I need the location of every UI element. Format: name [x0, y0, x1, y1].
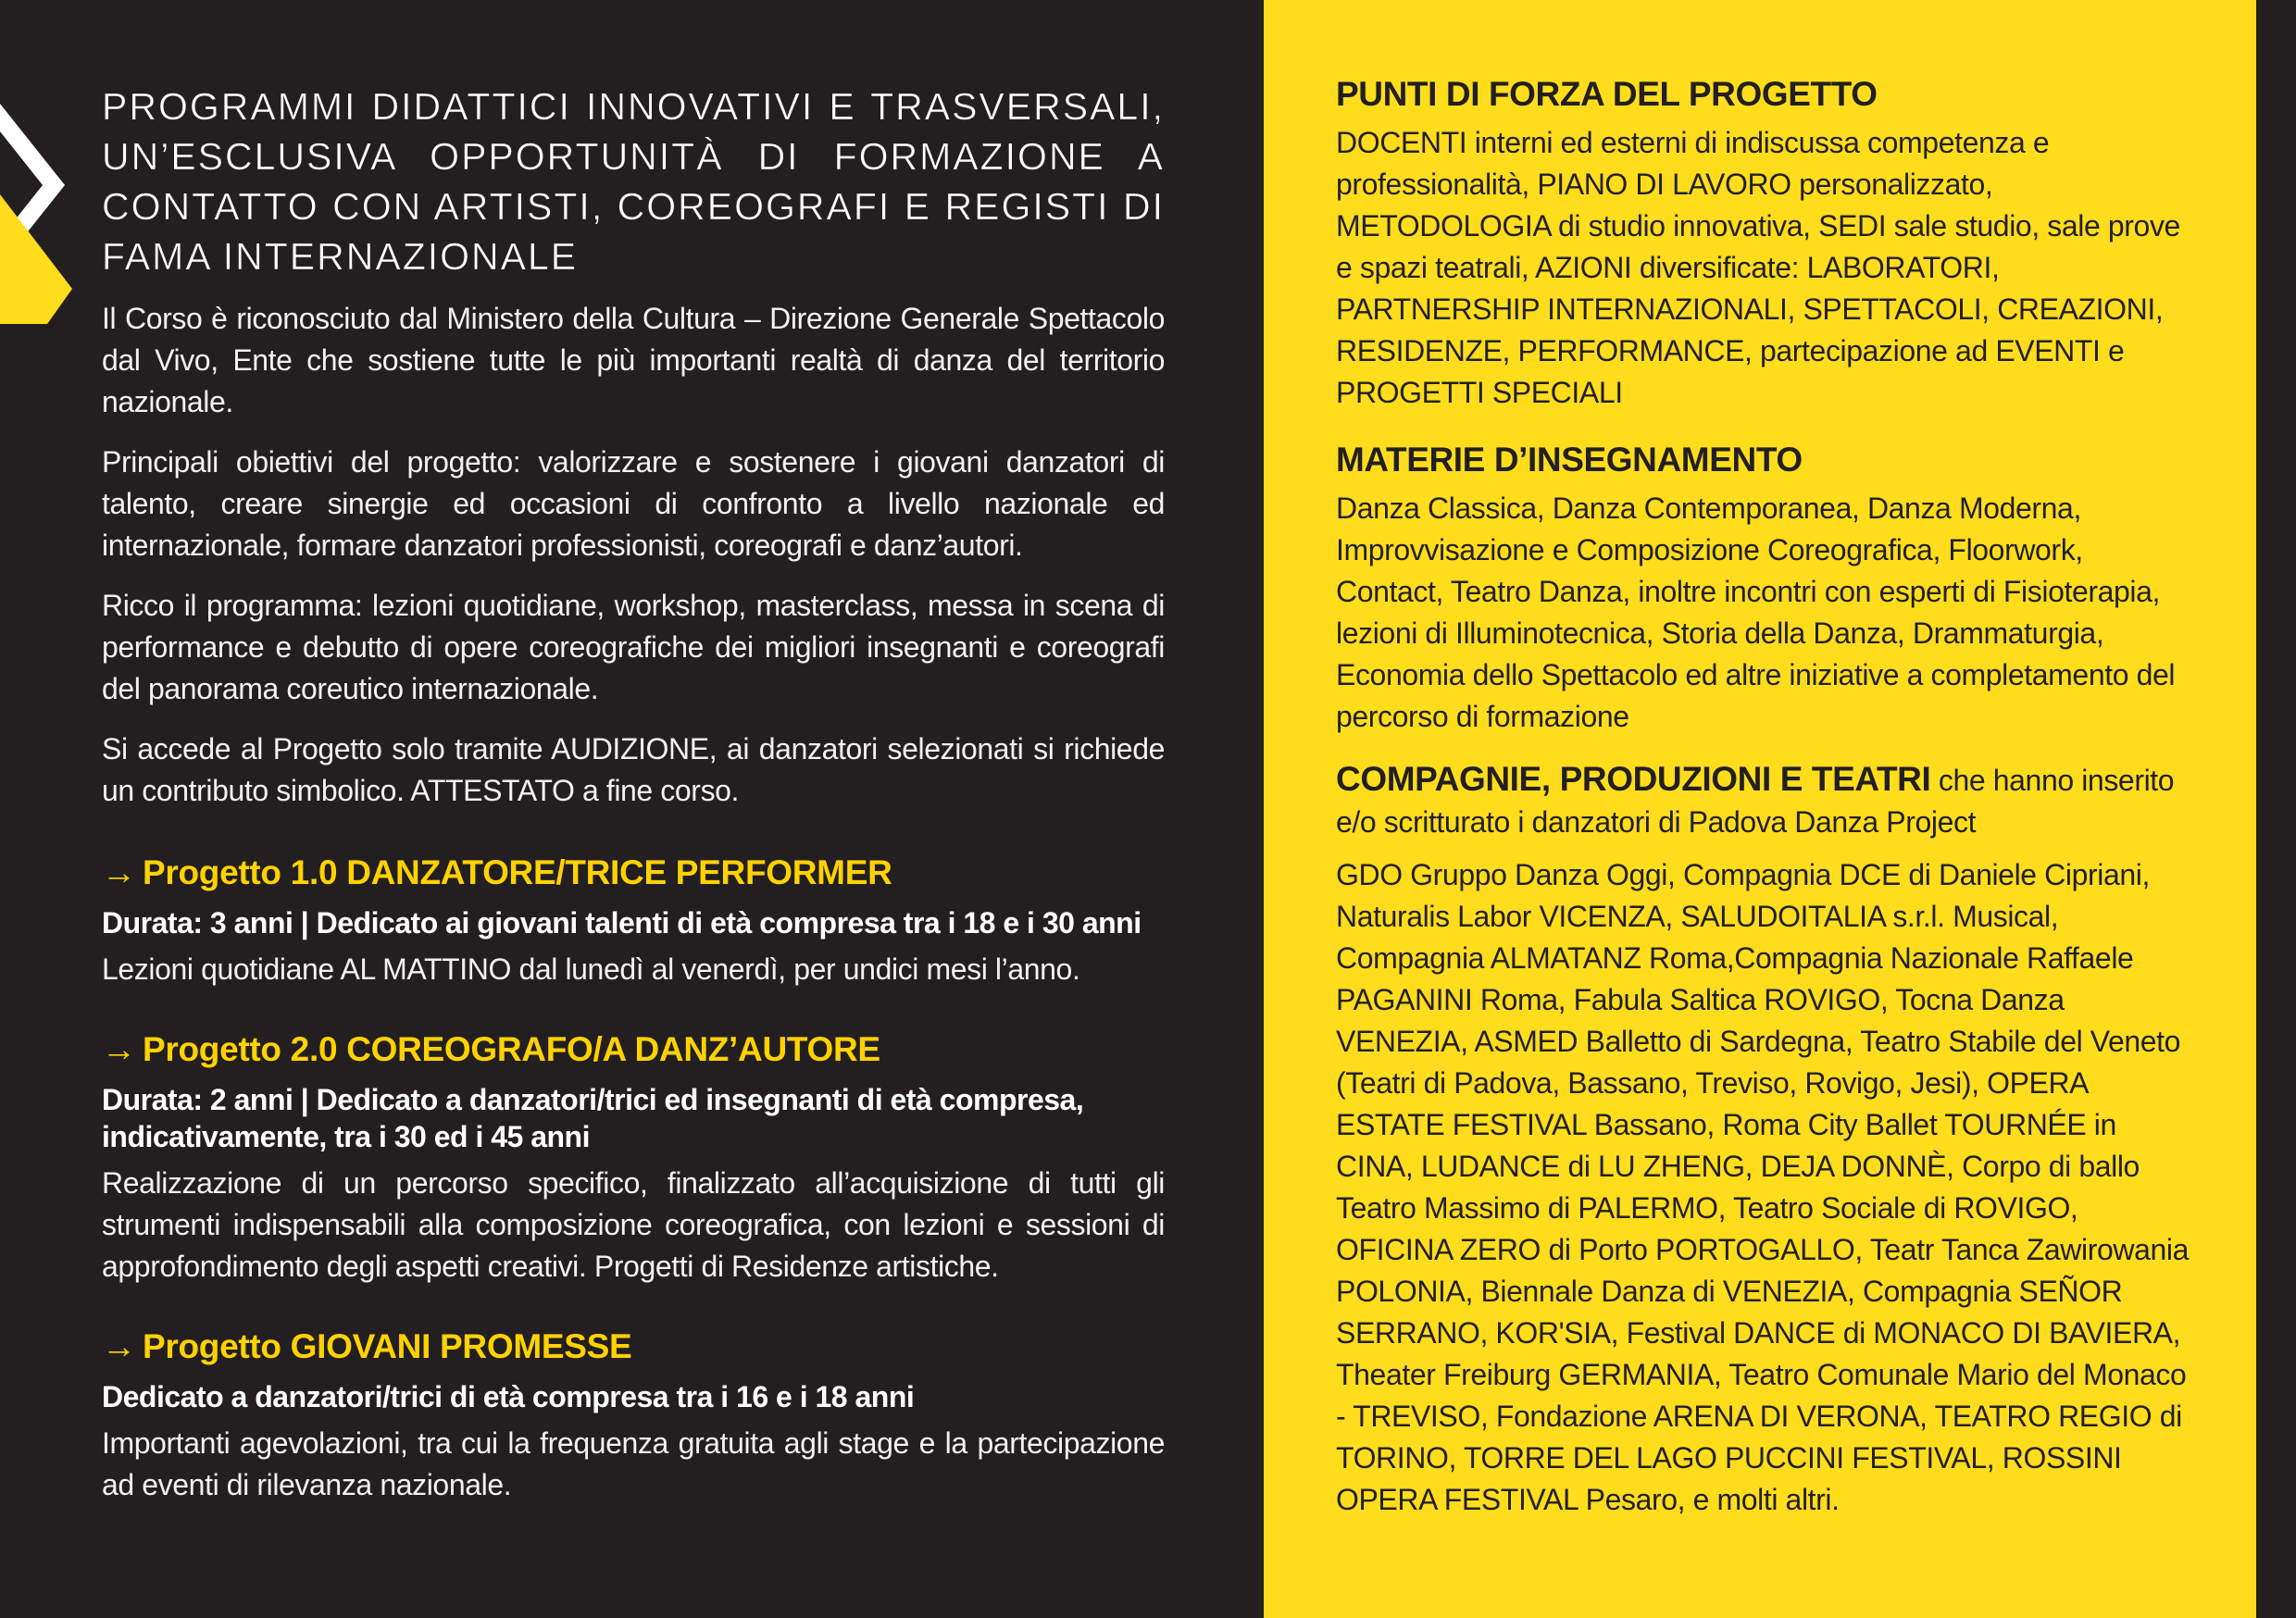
subjects-text: Danza Classica, Danza Contemporanea, Danza Moderna, Improvvisazione e Composizione Coreografica, Floorwork, Contact, Teatro Danza, inoltre incontri con esperti di Fisioterapia, lezioni di Illuminotecnica, Storia della Danza, Drammaturgia, Economia dello Spettacolo ed altre iniziative a completamento del percorso di formazione: [1336, 492, 2176, 733]
right-edge-strip: [2256, 0, 2296, 1618]
strengths-text: DOCENTI interni ed esterni di indiscussa competenza e professionalità, PIANO DI LAVORO personalizzato, METODOLOGIA di studio innovativa, SEDI sale studio, sale prove e spazi teatrali, AZIONI diversificate: LABORATORI, PARTNERSHIP INTERNAZIONALI, SPETTACOLI, CREAZIONI, RESIDENZE, PERFORMANCE, partecipazione ad EVENTI e PROGETTI SPECIALI: [1336, 126, 2180, 409]
project-2-description: Realizzazione di un percorso specifico, finalizzato all’acquisizione di tutti gli strumenti indispensabili alla composizione coreografica, con lezioni e sessioni di approfondimento degli aspetti creativi. Progetti di Residenze artistiche.: [102, 1166, 1165, 1283]
audition-paragraph: Si accede al Progetto solo tramite AUDIZIONE, ai danzatori selezionati si richiede un contributo simbolico. ATTESTATO a fine corso.: [102, 732, 1165, 807]
intro-paragraph: Il Corso è riconosciuto dal Ministero della Cultura – Direzione Generale Spettacolo dal Vivo, Ente che sostiene tutte le più importanti realtà di danza del territorio nazionale.: [102, 302, 1165, 418]
chevron-decoration-icon: [0, 83, 83, 324]
companies-title: COMPAGNIE, PRODUZIONI E TEATRI: [1336, 760, 1931, 798]
arrow-right-icon: →: [102, 1030, 136, 1068]
strengths-title: PUNTI DI FORZA DEL PROGETTO: [1336, 75, 1878, 113]
project-1-title-text: Progetto 1.0 DANZATORE/TRICE PERFORMER: [143, 853, 892, 891]
project-3-title-text: Progetto GIOVANI PROMESSE: [143, 1327, 632, 1365]
project-3-section: [102, 1325, 1165, 1506]
companies-intro: che hanno inserito e/o scritturato i danzatori di Padova Danza Project: [1336, 764, 2175, 839]
project-1-section: [102, 851, 1165, 990]
project-1-description: Lezioni quotidiane AL MATTINO dal lunedì al venerdì, per undici mesi l’anno.: [102, 952, 1080, 986]
project-3-title: [102, 1325, 1165, 1369]
project-1-title: [102, 851, 1165, 895]
project-2-section: [102, 1027, 1165, 1288]
project-3-subtitle: Dedicato a danzatori/trici di età compresa tra i 16 e i 18 anni: [102, 1380, 915, 1413]
project-2-subtitle: Durata: 2 anni | Dedicato a danzatori/trici ed insegnanti di età compresa, indicativamente, tra i 30 ed i 45 anni: [102, 1083, 1084, 1153]
right-content: [1336, 68, 2197, 1541]
arrow-right-icon: →: [102, 853, 136, 891]
companies-heading: [1336, 758, 2197, 843]
project-2-title-text: Progetto 2.0 COREOGRAFO/A DANZ’AUTORE: [143, 1030, 880, 1068]
arrow-right-icon: →: [102, 1327, 136, 1365]
program-paragraph: Ricco il programma: lezioni quotidiane, workshop, masterclass, messa in scena di performance e debutto di opere coreografiche dei migliori insegnanti e coreografi del panorama coreutico internazionale.: [102, 589, 1165, 705]
headline: PROGRAMMI DIDATTICI INNOVATIVI E TRASVERSALI, UN’ESCLUSIVA OPPORTUNITÀ DI FORMAZIONE A CONTATTO CON ARTISTI, COREOGRAFI E REGISTI DI FAMA INTERNAZIONALE: [102, 85, 1165, 278]
project-2-title: [102, 1027, 1165, 1072]
companies-text: GDO Gruppo Danza Oggi, Compagnia DCE di Daniele Cipriani, Naturalis Labor VICENZA, SALUDOITALIA s.r.l. Musical, Compagnia ALMATANZ Roma,Compagnia Nazionale Raffaele PAGANINI Roma, Fabula Saltica ROVIGO, Tocna Danza VENEZIA, ASMED Balletto di Sardegna, Teatro Stabile del Veneto (Teatri di Padova, Bassano, Treviso, Rovigo, Jesi), OPERA ESTATE FESTIVAL Bassano, Roma City Ballet TOURNÉE in CINA, LUDANCE di LU ZHENG, DEJA DONNÈ, Corpo di ballo Teatro Massimo di PALERMO, Teatro Sociale di ROVIGO, OFICINA ZERO di Porto PORTOGALLO, Teatr Tanca Zawirowania POLONIA, Biennale Danza di VENEZIA, Compagnia SEÑOR SERRANO, KOR'SIA, Festival DANCE di MONACO DI BAVIERA, Theater Freiburg GERMANIA, Teatro Comunale Mario del Monaco - TREVISO, Fondazione ARENA DI VERONA, TEATRO REGIO di TORINO, TORRE DEL LAGO PUCCINI FESTIVAL, ROSSINI OPERA FESTIVAL Pesaro, e molti altri.: [1336, 858, 2189, 1516]
left-content: [102, 81, 1165, 1506]
subjects-title: MATERIE D’INSEGNAMENTO: [1336, 441, 1803, 479]
project-1-subtitle: Durata: 3 anni | Dedicato ai giovani talenti di età compresa tra i 18 e i 30 anni: [102, 906, 1142, 940]
objectives-paragraph: Principali obiettivi del progetto: valorizzare e sostenere i giovani danzatori di talento, creare sinergie ed occasioni di confronto a livello nazionale ed internazionale, formare danzatori professionisti, coreografi e danz’autori.: [102, 445, 1165, 562]
right-panel: [1264, 0, 2256, 1618]
project-3-description: Importanti agevolazioni, tra cui la frequenza gratuita agli stage e la partecipazione ad eventi di rilevanza nazionale.: [102, 1426, 1165, 1501]
